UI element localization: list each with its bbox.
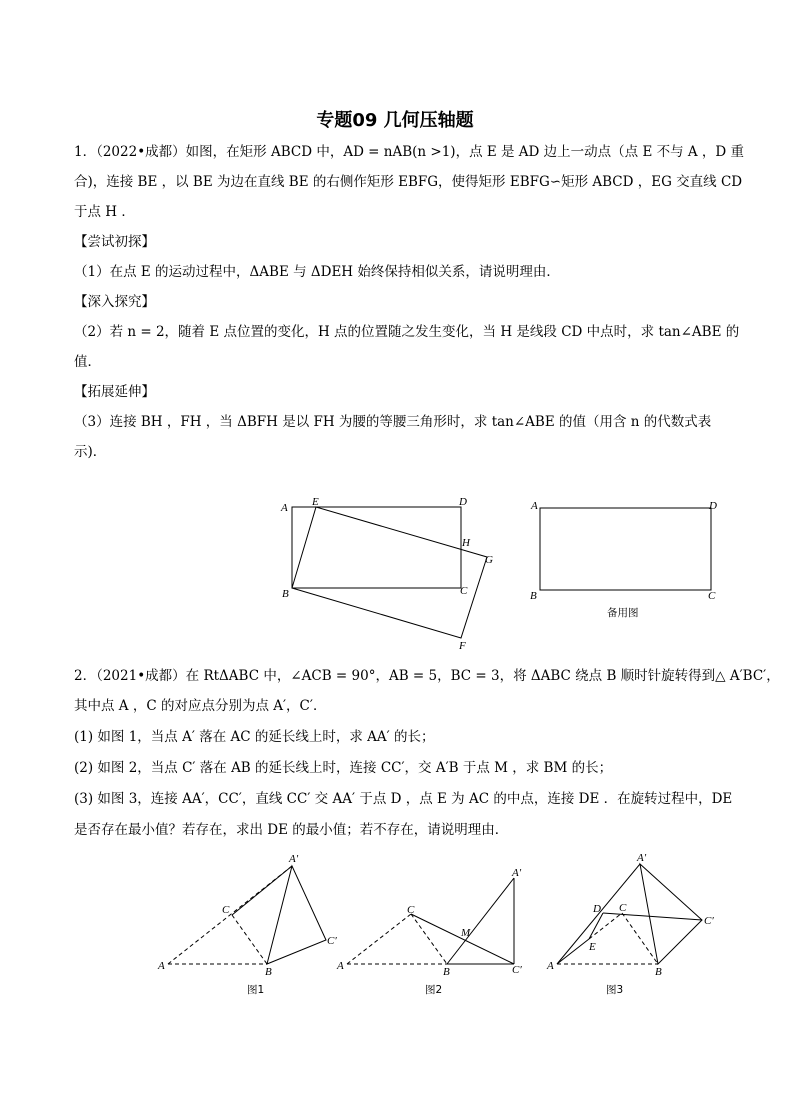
fig3-label-e: E: [589, 941, 596, 953]
fig2-caption: 图2: [425, 984, 443, 996]
page-title: 专题09 几何压轴题: [316, 110, 474, 131]
label-f: F: [459, 640, 466, 652]
p2-statement-line1: 2．（2021•成都）在 RtΔABC 中，∠ACB = 90°，AB = 5，BC = 3，将 ΔABC 绕点 B 顺时针旋转得到△ A′BC′，: [74, 668, 780, 684]
fig2-label-c1: C′: [512, 964, 522, 976]
p2-figure-3: [546, 852, 714, 996]
fig3-line-e-c: [589, 913, 622, 939]
fig1-label-b: B: [265, 966, 272, 978]
fig3-triangle-a1bc1: [640, 864, 702, 964]
p2-question3-line2: 是否存在最小值？若存在，求出 DE 的最小值；若不存在，请说明理由．: [74, 822, 509, 838]
spare-label-a: A: [531, 500, 538, 512]
label-g: G: [485, 554, 493, 566]
fig2-label-m: M: [461, 927, 471, 939]
label-a: A: [281, 502, 288, 514]
p2-statement-line2: 其中点 A ，C 的对应点分别为点 A′，C′．: [74, 698, 327, 714]
p1-question3-line2: 示)．: [74, 444, 107, 460]
fig1-label-a1: A′: [289, 853, 299, 865]
fig3-caption: 图3: [606, 984, 624, 996]
p2-question2: (2) 如图 2，当点 C′ 落在 AB 的延长线上时，连接 CC′，交 A′B 于点 M ，求 BM 的长；: [74, 760, 613, 776]
fig3-label-b: B: [655, 966, 662, 978]
p1-figure-main: [292, 507, 487, 638]
rect-ebfg: [292, 507, 487, 638]
fig3-line-c-b: [622, 913, 658, 964]
fig2-label-b: B: [443, 966, 450, 978]
fig3-label-a1: A′: [637, 852, 647, 864]
label-d: D: [459, 496, 467, 508]
rect-abcd: [292, 507, 461, 588]
p1-figure-spare: [530, 500, 717, 619]
label-e: E: [312, 496, 319, 508]
fig2-label-a1: A′: [512, 867, 522, 879]
fig2-line-a-c: [347, 914, 411, 964]
p2-figure-2: [336, 867, 522, 996]
label-h: H: [462, 537, 470, 549]
fig3-label-d: D: [593, 903, 601, 915]
p1-question2-line1: （2）若 n = 2，随着 E 点位置的变化，H 点的位置随之发生变化，当 H 是线段 CD 中点时，求 tan∠ABE 的: [74, 324, 740, 340]
fig2-line-b-a1: [447, 878, 514, 964]
fig2-label-c: C: [407, 904, 415, 916]
p1-section-extend: 【拓展延伸】: [74, 384, 155, 400]
fig1-label-a: A: [158, 960, 165, 972]
p1-statement-line1: 1．（2022•成都）如图，在矩形 ABCD 中，AD = nAB(n >1)，点 E 是 AD 边上一动点（点 E 不与 A ，D 重: [74, 144, 745, 160]
fig1-line-c-b: [232, 915, 267, 964]
p2-figure-1: [157, 853, 337, 996]
fig3-line-a-e: [557, 939, 589, 964]
fig1-triangle-a1bc1: [267, 866, 326, 964]
p1-statement-line2: 合)，连接 BE ，以 BE 为边在直线 BE 的右侧作矩形 EBFG，使得矩形 EBFG∽矩形 ABCD ，EG 交直线 CD: [74, 174, 743, 190]
p1-question2-line2: 值．: [74, 354, 101, 370]
spare-label-d: D: [709, 500, 717, 512]
spare-label-c: C: [708, 590, 716, 602]
p1-statement-line3: 于点 H ．: [74, 204, 135, 220]
p1-section-try: 【尝试初探】: [74, 234, 155, 250]
fig1-line-c-a1: [232, 866, 292, 915]
p1-section-deep: 【深入探究】: [74, 294, 155, 310]
p1-question1: （1）在点 E 的运动过程中，ΔABE 与 ΔDEH 始终保持相似关系，请说明理由．: [74, 264, 560, 280]
p2-question3-line1: (3) 如图 3，连接 AA′，CC′，直线 CC′ 交 AA′ 于点 D ，点 E 为 AC 的中点，连接 DE ．在旋转过程中，DE: [74, 791, 733, 807]
fig2-label-a: A: [337, 960, 344, 972]
fig2-line-c-b: [411, 914, 447, 964]
label-b: B: [282, 588, 289, 600]
p1-question3-line1: （3）连接 BH ，FH ，当 ΔBFH 是以 FH 为腰的等腰三角形时，求 tan∠ABE 的值（用含 n 的代数式表: [74, 414, 712, 430]
fig2-line-c-c1: [411, 914, 514, 964]
fig3-label-c: C: [619, 902, 627, 914]
fig1-caption: 图1: [247, 984, 265, 996]
spare-rect-abcd: [540, 508, 711, 590]
fig1-label-c1: C′: [327, 935, 337, 947]
label-c: C: [460, 585, 468, 597]
p2-question1: (1) 如图 1，当点 A′ 落在 AC 的延长线上时，求 AA′ 的长；: [74, 729, 435, 745]
fig1-label-c: C: [222, 904, 230, 916]
spare-label-b: B: [530, 590, 537, 602]
fig3-label-a: A: [547, 960, 554, 972]
fig3-label-c1: C′: [704, 915, 714, 927]
spare-caption: 备用图: [607, 607, 639, 619]
